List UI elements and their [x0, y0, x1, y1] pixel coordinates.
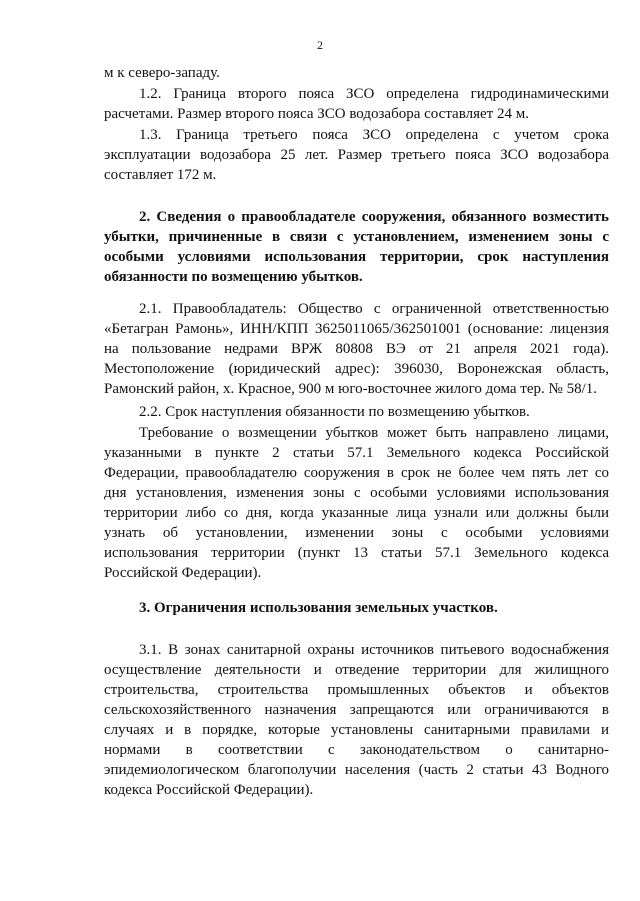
- text-line: 2.1. Правообладатель: Общество с ограниченной ответственностью: [139, 301, 609, 317]
- text-line: составляет 172 м.: [104, 167, 217, 183]
- text-line: случаях и в порядке, которые установлены санитарными правилами и: [104, 722, 609, 738]
- text-line: м к северо-западу.: [104, 65, 220, 81]
- paragraph-2-2-text: [104, 423, 609, 583]
- text-line: 2.2. Срок наступления обязанности по возмещению убытков.: [139, 404, 530, 420]
- text-line: Требование о возмещении убытков может быть направлено лицами,: [139, 425, 609, 441]
- paragraph-1-3: [104, 125, 609, 185]
- text-line: эксплуатации водозабора 25 лет. Размер третьего пояса ЗСО водозабора: [104, 147, 609, 163]
- text-line: расчетами. Размер второго пояса ЗСО водозабора составляет 24 м.: [104, 106, 529, 122]
- text-line: узнать об установлении, изменении зоны с особыми условиями: [104, 525, 609, 541]
- heading-line: убытки, причиненные в связи с установлением, изменением зоны с: [104, 229, 609, 245]
- heading-line: особыми условиями использования территории, срок наступления: [104, 249, 609, 265]
- text-line: 1.3. Граница третьего пояса ЗСО определена с учетом срока: [139, 127, 609, 143]
- text-line: Российской Федерации).: [104, 565, 262, 581]
- text-line: Федерации, правообладателю сооружения в срок не более чем пять лет со: [104, 465, 609, 481]
- section-3-heading: [104, 598, 609, 618]
- heading-line: 3. Ограничения использования земельных участков.: [139, 600, 498, 616]
- page-number: 2: [317, 38, 323, 52]
- paragraph-1-2: [104, 84, 609, 124]
- text-line: строительства, строительства промышленных объектов и объектов: [104, 682, 609, 698]
- text-line: 1.2. Граница второго пояса ЗСО определена гидродинамическими: [139, 86, 609, 102]
- text-line: осуществление деятельности и отведение территории для жилищного: [104, 662, 609, 678]
- text-line: использования территории (пункт 13 статьи 57.1 Земельного кодекса: [104, 545, 609, 561]
- text-line: указанными в пункте 2 статьи 57.1 Земельного кодекса Российской: [104, 445, 609, 461]
- heading-line: обязанности по возмещению убытков.: [104, 269, 363, 285]
- text-line: 3.1. В зонах санитарной охраны источников питьевого водоснабжения: [139, 642, 609, 658]
- section-2-heading: [104, 207, 609, 287]
- paragraph-2-1: [104, 299, 609, 399]
- text-line: на пользование недрами ВРЖ 80808 ВЭ от 21 апреля 2021 года).: [104, 341, 609, 357]
- heading-line: 2. Сведения о правообладателе сооружения, обязанного возместить: [139, 209, 609, 225]
- paragraph-3-1: [104, 640, 609, 800]
- text-line: дня установления, изменения зоны с особыми условиями использования: [104, 485, 609, 501]
- text-line: эпидемиологическом благополучии населения (часть 2 статьи 43 Водного: [104, 762, 609, 778]
- text-line: Местоположение (юридический адрес): 396030, Воронежская область,: [104, 361, 609, 377]
- text-line: нормами в соответствии с законодательством о санитарно-: [104, 742, 609, 758]
- text-line: территории либо со дня, когда указанные лица узнали или должны были: [104, 505, 609, 521]
- paragraph-2-2: [104, 402, 609, 422]
- text-line: кодекса Российской Федерации).: [104, 782, 314, 798]
- text-line: «Бетагран Рамонь», ИНН/КПП 3625011065/362501001 (основание: лицензия: [104, 321, 609, 337]
- text-line: сельскохозяйственного назначения запрещаются или ограничиваются в: [104, 702, 609, 718]
- paragraph-1-1-end: [104, 63, 609, 83]
- text-line: Рамонский район, х. Красное, 900 м юго-восточнее жилого дома тер. № 58/1.: [104, 381, 598, 397]
